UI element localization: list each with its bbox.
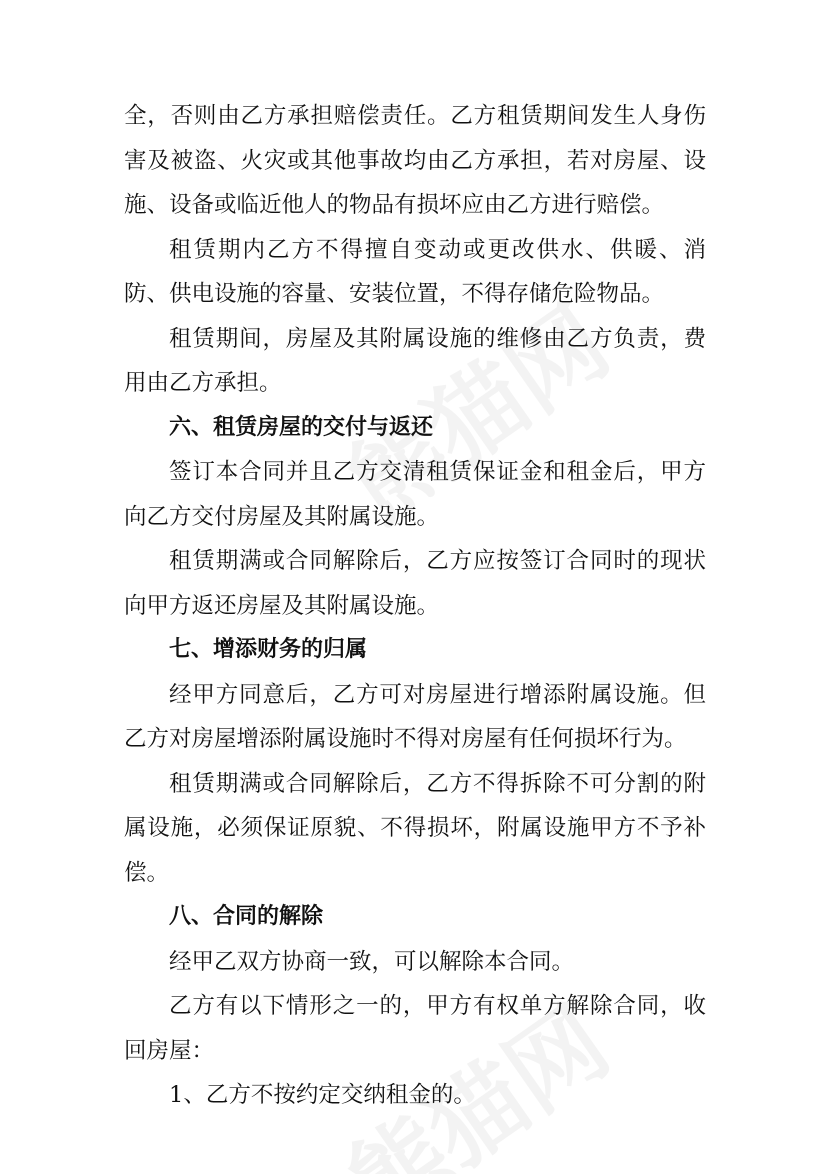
paragraph-additions: 经甲方同意后，乙方可对房屋进行增添附属设施。但乙方对房屋增添附属设施时不得对房屋有任何损坏行为。	[124, 681, 706, 752]
paragraph-unilateral-termination: 乙方有以下情形之一的，甲方有权单方解除合同，收回房屋：	[124, 993, 706, 1064]
paragraph-liability: 全，否则由乙方承担赔偿责任。乙方租赁期间发生人身伤害及被盗、火灾或其他事故均由乙方承担，若对房屋、设施、设备或临近他人的物品有损坏应由乙方进行赔偿。	[124, 103, 706, 218]
paragraph-additions-removal: 租赁期满或合同解除后，乙方不得拆除不可分割的附属设施，必须保证原貌、不得损坏，附属设施甲方不予补偿。	[124, 770, 706, 886]
list-item-1: 1、乙方不按约定交纳租金的。	[169, 1082, 476, 1108]
paragraph-utilities: 租赁期内乙方不得擅自变动或更改供水、供暖、消防、供电设施的容量、安装位置，不得存储危险物品。	[124, 236, 706, 307]
paragraph-delivery: 签订本合同并且乙方交清租赁保证金和租金后，甲方向乙方交付房屋及其附属设施。	[124, 459, 706, 530]
paragraph-return: 租赁期满或合同解除后，乙方应按签订合同时的现状向甲方返还房屋及其附属设施。	[124, 548, 706, 619]
section-heading-7: 七、增添财务的归属	[169, 637, 368, 662]
paragraph-maintenance: 租赁期间，房屋及其附属设施的维修由乙方负责，费用由乙方承担。	[124, 325, 706, 396]
paragraph-mutual-termination: 经甲乙双方协商一致，可以解除本合同。	[169, 948, 575, 975]
section-heading-8: 八、合同的解除	[169, 904, 324, 929]
section-heading-6: 六、租赁房屋的交付与返还	[169, 414, 434, 440]
document-body	[124, 94, 706, 1118]
